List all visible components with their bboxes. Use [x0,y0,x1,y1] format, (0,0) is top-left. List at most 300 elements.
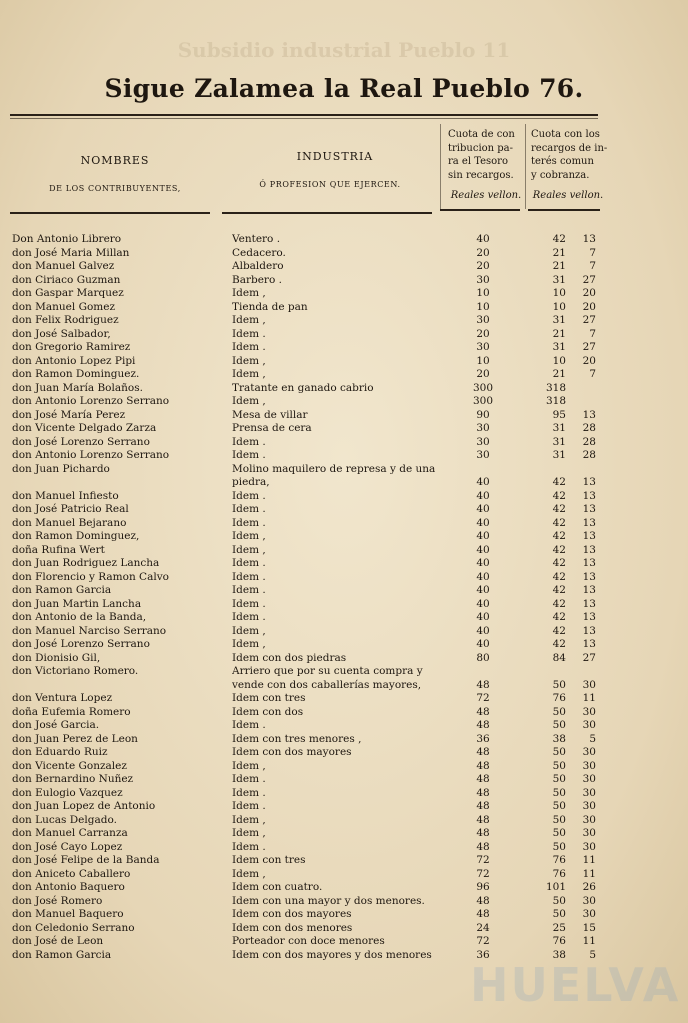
cuota-tesoro: 40 [476,638,490,650]
contributor-name: doña Eufemia Romero [12,705,131,718]
cuota-recargos-maravedis: 13 [582,489,596,502]
table-row [0,679,688,693]
table-row [0,328,688,342]
cuota-recargos-reales: 50 [552,800,566,812]
industry: Idem . [232,800,266,812]
column-divider-1 [440,124,441,209]
contributor-name: don Juan Lopez de Antonio [12,800,156,812]
cuota-recargos-maravedis: 30 [582,773,596,785]
table-row [0,476,688,490]
table-row [0,557,688,571]
table-row [0,247,688,261]
cuota-recargos-reales: 95 [552,408,566,421]
cuota-recargos-maravedis: 30 [582,908,596,920]
cuota-recargos-reales: 50 [552,908,566,920]
industry: Ventero . [232,233,281,245]
cuota-recargos-reales: 318 [545,381,566,394]
cuota-recargos-reales: 25 [552,921,566,934]
contributor-name: don Antonio Lorenzo Serrano [12,395,170,407]
cuota-recargos-reales: 42 [552,489,566,502]
industry: Idem . [232,489,266,502]
cuota-recargos-maravedis: 13 [582,516,596,529]
cuota-recargos-maravedis: 28 [582,435,596,448]
industry: Tratante en ganado cabrio [232,381,374,394]
cuota-tesoro: 40 [476,476,490,488]
cuota-tesoro: 48 [476,813,490,826]
contributor-name: don Antonio Baquero [12,881,125,893]
industry: Idem con dos mayores [232,746,352,758]
cuota-recargos-reales: 31 [552,341,566,353]
cuota-tesoro: 40 [476,557,490,569]
table-row [0,233,688,247]
cuota-recargos-reales: 10 [552,354,566,367]
cuota-recargos-maravedis: 15 [582,921,596,934]
table-row [0,665,688,679]
cuota-tesoro: 40 [476,489,490,502]
cuota-recargos-maravedis: 20 [582,300,596,313]
cuota-tesoro: 72 [476,867,490,880]
cuota-tesoro: 40 [476,233,490,245]
cuota-recargos-reales: 21 [552,246,566,259]
cuota-tesoro: 48 [476,759,490,772]
reales-vellon-1: Reales vellon. [450,190,522,201]
industry: Albaldero [232,260,284,272]
table-row [0,827,688,841]
cuota-recargos-maravedis: 27 [582,314,596,326]
cuota-recargos-maravedis: 11 [582,854,596,866]
cuota-recargos-maravedis: 13 [582,557,596,569]
table-row [0,341,688,355]
table-row [0,719,688,733]
cuota-recargos-maravedis: 13 [582,584,596,596]
cuota-recargos-reales: 31 [552,449,566,461]
header-rule-names [10,212,210,214]
header-industry-sub: Ó PROFESION QUE EJERCEN. [259,180,401,189]
top-rule-thin [10,118,598,119]
cuota-recargos-reales: 21 [552,368,566,380]
contributor-name: don Ramon Garcia [12,584,112,596]
industry: Idem con tres [232,854,306,866]
industry: Idem . [232,611,266,623]
cuota-recargos-maravedis: 28 [582,422,596,434]
cuota-recargos-reales: 76 [552,935,566,947]
cuota-recargos-maravedis: 30 [582,827,596,839]
cuota-tesoro: 48 [476,746,490,758]
cuota-tesoro: 96 [476,881,490,893]
contributor-name: don Manuel Narciso Serrano [12,624,167,637]
cuota-recargos-maravedis: 30 [582,786,596,799]
watermark: HUELVA [470,958,681,1012]
cuota-recargos-reales: 31 [552,435,566,448]
industry: Idem . [232,557,266,569]
industry: Idem . [232,341,266,353]
industry: Idem . [232,773,266,785]
cuota-tesoro: 40 [476,611,490,623]
cuota-recargos-reales: 318 [545,395,566,407]
industry: Idem , [232,395,266,407]
column-divider-2 [525,124,526,209]
page-title: Sigue Zalamea la Real Pueblo 76. [104,74,584,103]
table-row [0,301,688,315]
cuota-tesoro: 48 [476,705,490,718]
cuota-recargos-reales: 42 [552,516,566,529]
industry: Idem , [232,287,266,299]
industry: Idem con cuatro. [232,881,323,893]
table-row [0,314,688,328]
cuota-tesoro: 36 [476,732,490,745]
industry: Idem . [232,503,266,515]
cuota-recargos-reales: 42 [552,611,566,623]
cuota-tesoro: 30 [476,273,490,286]
cuota-recargos-reales: 50 [552,827,566,839]
contributor-name: don Juan María Bolaños. [12,381,143,394]
industry: Idem con dos menores [232,921,353,934]
cuota-recargos-reales: 38 [552,948,566,961]
table-row [0,787,688,801]
cuota-recargos-reales: 50 [552,759,566,772]
table-row [0,571,688,585]
contributor-name: don José Lorenzo Serrano [12,638,150,650]
cuota-tesoro: 20 [476,260,490,272]
contributor-name: don Gaspar Marquez [12,287,124,299]
cuota-tesoro: 40 [476,503,490,515]
contributor-name: don Antonio de la Banda, [12,611,147,623]
cuota-tesoro: 40 [476,584,490,596]
cuota-recargos-maravedis: 13 [582,503,596,515]
table-row [0,355,688,369]
contributor-name: don Florencio y Ramon Calvo [12,570,169,583]
cuota-recargos-reales: 50 [552,746,566,758]
industry: Arriero que por su cuenta compra y [232,665,423,677]
header-rule-industry [222,212,432,214]
contributor-name: don José Cayo Lopez [12,840,123,853]
cuota-recargos-reales: 42 [552,597,566,610]
contributor-name: don Juan Rodriguez Lancha [12,557,160,569]
cuota-recargos-reales: 42 [552,543,566,556]
cuota-recargos-reales: 76 [552,692,566,704]
cuota-tesoro: 20 [476,368,490,380]
cuota-tesoro: 40 [476,543,490,556]
industry: Idem . [232,597,266,610]
cuota-recargos-reales: 42 [552,233,566,245]
cuota-tesoro: 40 [476,570,490,583]
industry: Idem . [232,719,266,731]
contributor-name: don José Lorenzo Serrano [12,435,150,448]
industry: Porteador con doce menores [232,935,385,947]
cuota-recargos-maravedis: 11 [582,867,596,880]
cuota-tesoro: 48 [476,678,490,691]
cuota-recargos-reales: 42 [552,638,566,650]
cuota-tesoro: 40 [476,516,490,529]
cuota-recargos-reales: 50 [552,773,566,785]
table-row [0,625,688,639]
contributor-name: don Ramon Dominguez, [12,530,140,542]
cuota-tesoro: 30 [476,435,490,448]
industry: Idem , [232,624,266,637]
cuota-recargos-maravedis: 30 [582,840,596,853]
industry: Idem . [232,516,266,529]
table-row [0,746,688,760]
table-row [0,733,688,747]
cuota-recargos-maravedis: 30 [582,678,596,691]
cuota-tesoro: 90 [476,408,490,421]
industry: Idem , [232,354,266,367]
table-row [0,584,688,598]
industry: Idem , [232,543,266,556]
industry: Idem con dos [232,705,304,718]
cuota-recargos-maravedis: 13 [582,543,596,556]
cuota-recargos-maravedis: 13 [582,233,596,245]
contributor-name: don José Felipe de la Banda [12,854,160,866]
table-row [0,287,688,301]
table-row [0,517,688,531]
cuota-recargos-reales: 42 [552,503,566,515]
industry: Idem con dos piedras [232,651,347,664]
cuota-recargos-reales: 50 [552,813,566,826]
contributor-name: don Manuel Bejarano [12,516,127,529]
industry: piedra, [232,476,270,488]
header-cuota-recargos: Cuota con los recargos de in- terés comun y cobranza. [531,129,608,181]
table-row [0,544,688,558]
cuota-tesoro: 80 [476,651,490,664]
table-row [0,260,688,274]
industry: Idem , [232,368,266,380]
cuota-tesoro: 10 [476,300,490,313]
table-row [0,773,688,787]
cuota-tesoro: 72 [476,692,490,704]
cuota-recargos-reales: 21 [552,327,566,340]
cuota-recargos-maravedis: 7 [589,246,596,259]
cuota-recargos-maravedis: 27 [582,341,596,353]
cuota-recargos-maravedis: 5 [589,948,596,961]
contributor-name: don José de Leon [12,935,104,947]
table-row [0,800,688,814]
contributor-name: don Manuel Infiesto [12,489,119,502]
cuota-recargos-maravedis: 26 [582,881,596,893]
cuota-recargos-maravedis: 11 [582,692,596,704]
cuota-tesoro: 300 [472,381,494,394]
cuota-tesoro: 48 [476,719,490,731]
table-row [0,490,688,504]
contributor-name: don Juan Martin Lancha [12,597,142,610]
contributor-name: don Victoriano Romero. [12,665,139,677]
industry: Idem con tres menores , [232,732,362,745]
cuota-recargos-maravedis: 13 [582,570,596,583]
industry: Idem , [232,867,266,880]
table-row [0,895,688,909]
cuota-tesoro: 40 [476,624,490,637]
table-row [0,841,688,855]
cuota-recargos-maravedis: 5 [589,732,596,745]
industry: Idem , [232,638,266,650]
header-rule-cuota2 [528,209,600,211]
cuota-tesoro: 48 [476,800,490,812]
cuota-recargos-reales: 31 [552,422,566,434]
contributor-name: don José Romero [12,894,103,907]
reales-vellon-2: Reales vellon. [532,190,604,201]
industry: Idem . [232,786,266,799]
cuota-recargos-reales: 42 [552,557,566,569]
cuota-tesoro: 48 [476,773,490,785]
cuota-recargos-reales: 50 [552,705,566,718]
industry: Idem . [232,584,266,596]
industry: Idem , [232,827,266,839]
contributor-name: don José María Perez [12,408,126,421]
industry: Idem , [232,530,266,542]
table-row [0,530,688,544]
contributor-name: Don Antonio Librero [12,233,122,245]
table-row [0,395,688,409]
table-row [0,409,688,423]
cuota-recargos-reales: 50 [552,678,566,691]
industry: Molino maquilero de represa y de una [232,462,436,475]
industry: Idem , [232,813,266,826]
industry: vende con dos caballerías mayores, [232,678,422,691]
table-row [0,382,688,396]
contributor-name: don Ciriaco Guzman [12,273,121,286]
cuota-tesoro: 72 [476,854,490,866]
contributor-name: don José Patricio Real [12,503,129,515]
contributor-name: doña Rufina Wert [12,543,105,556]
cuota-tesoro: 24 [476,921,490,934]
cuota-recargos-reales: 50 [552,840,566,853]
table-row [0,908,688,922]
cuota-recargos-reales: 50 [552,786,566,799]
cuota-tesoro: 10 [476,287,490,299]
contributor-name: don Lucas Delgado. [12,813,117,826]
contributor-name: don Antonio Lorenzo Serrano [12,449,170,461]
faded-top-text: Subsidio industrial Pueblo 11 [177,38,511,62]
industry: Barbero . [232,273,282,286]
table-row [0,436,688,450]
contributor-name: don Manuel Gomez [12,300,116,313]
cuota-recargos-maravedis: 27 [582,273,596,286]
cuota-recargos-maravedis: 13 [582,624,596,637]
industry: Idem . [232,840,266,853]
table-row [0,814,688,828]
cuota-tesoro: 30 [476,341,490,353]
cuota-recargos-reales: 10 [552,300,566,313]
cuota-recargos-reales: 42 [552,624,566,637]
table-row [0,706,688,720]
cuota-recargos-maravedis: 30 [582,746,596,758]
header-rule-cuota1 [440,209,520,211]
industry: Idem con dos mayores y dos menores [232,948,432,961]
industry: Idem con tres [232,692,306,704]
cuota-recargos-reales: 10 [552,287,566,299]
contributor-name: don Manuel Carranza [12,827,128,839]
cuota-tesoro: 20 [476,327,490,340]
cuota-tesoro: 20 [476,246,490,259]
header-names: NOMBRES [80,154,150,167]
contributor-name: don Eduardo Ruiz [12,746,108,758]
cuota-recargos-maravedis: 30 [582,894,596,907]
industry: Idem . [232,570,266,583]
cuota-recargos-maravedis: 13 [582,597,596,610]
cuota-recargos-maravedis: 27 [582,651,596,664]
cuota-tesoro: 48 [476,827,490,839]
cuota-tesoro: 40 [476,597,490,610]
table-row [0,760,688,774]
table-row [0,881,688,895]
cuota-tesoro: 10 [476,354,490,367]
cuota-recargos-maravedis: 30 [582,813,596,826]
contributor-name: don Eulogio Vazquez [12,786,123,799]
cuota-recargos-maravedis: 11 [582,935,596,947]
contributor-name: don Aniceto Caballero [12,867,131,880]
header-cuota-tesoro: Cuota de con tribucion pa- ra el Tesoro sin recargos. [448,129,515,181]
cuota-recargos-maravedis: 30 [582,719,596,731]
cuota-recargos-reales: 38 [552,732,566,745]
cuota-recargos-maravedis: 7 [589,260,596,272]
industry: Idem , [232,759,266,772]
contributor-name: don José Maria Millan [12,246,130,259]
table-row [0,638,688,652]
cuota-tesoro: 300 [472,395,494,407]
contributor-name: don Vicente Delgado Zarza [12,422,157,434]
cuota-recargos-reales: 50 [552,719,566,731]
contributor-name: don Antonio Lopez Pipi [12,354,136,367]
cuota-recargos-maravedis: 13 [582,408,596,421]
cuota-recargos-reales: 31 [552,314,566,326]
industry: Cedacero. [232,246,286,259]
table-row [0,449,688,463]
cuota-tesoro: 36 [476,948,490,961]
industry: Idem , [232,314,266,326]
table-row [0,503,688,517]
contributor-name: don Manuel Baquero [12,908,124,920]
contributor-name: don Ventura Lopez [12,692,113,704]
cuota-recargos-reales: 42 [552,530,566,542]
contributor-name: don Manuel Galvez [12,260,115,272]
contributor-name: don José Garcia. [12,719,100,731]
table-row [0,935,688,949]
cuota-recargos-reales: 42 [552,570,566,583]
table-row [0,368,688,382]
contributor-name: don Vicente Gonzalez [12,759,127,772]
cuota-recargos-maravedis: 30 [582,705,596,718]
cuota-recargos-maravedis: 7 [589,327,596,340]
industry: Mesa de villar [232,408,308,421]
cuota-recargos-maravedis: 20 [582,287,596,299]
table-row [0,463,688,477]
industry: Idem . [232,449,266,461]
table-row [0,868,688,882]
table-row [0,854,688,868]
contributor-name: don Dionisio Gil, [12,651,101,664]
cuota-tesoro: 72 [476,935,490,947]
cuota-recargos-reales: 76 [552,854,566,866]
industry: Prensa de cera [232,422,312,434]
contributor-name: don Juan Pichardo [12,462,110,475]
cuota-tesoro: 40 [476,530,490,542]
cuota-tesoro: 48 [476,908,490,920]
contributor-name: don Juan Perez de Leon [12,732,138,745]
cuota-recargos-maravedis: 13 [582,638,596,650]
cuota-recargos-maravedis: 28 [582,449,596,461]
cuota-recargos-reales: 42 [552,476,566,488]
cuota-recargos-reales: 31 [552,273,566,286]
cuota-tesoro: 30 [476,314,490,326]
contributor-name: don Ramon Dominguez. [12,368,140,380]
cuota-recargos-maravedis: 13 [582,476,596,488]
cuota-recargos-maravedis: 13 [582,530,596,542]
table-row [0,274,688,288]
contributor-name: don Bernardino Nuñez [12,773,134,785]
table-row [0,598,688,612]
table-row [0,422,688,436]
cuota-tesoro: 48 [476,894,490,907]
